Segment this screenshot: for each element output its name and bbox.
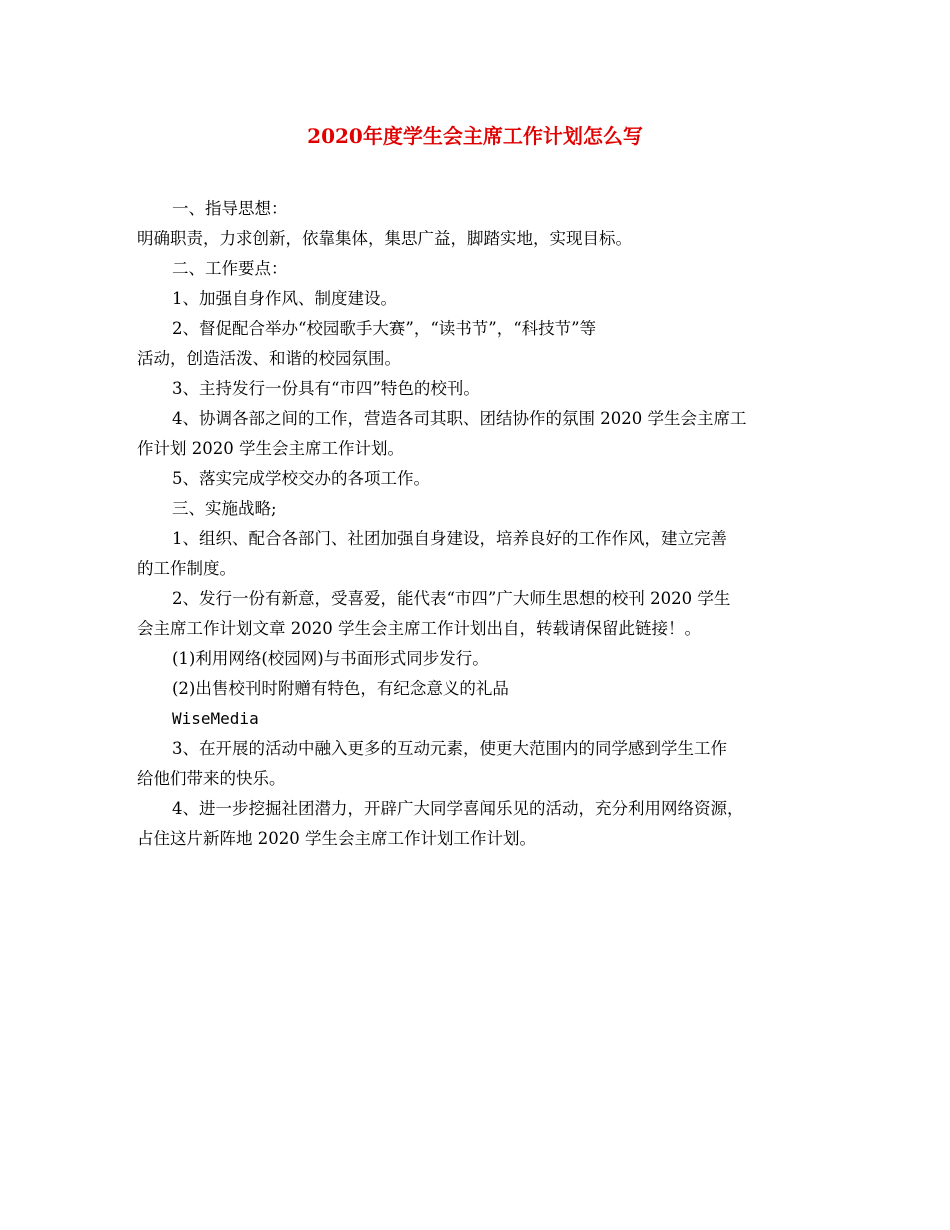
paragraph-point-5 [137,464,827,494]
text-line: 3、在开展的活动中融入更多的互动元素，使更大范围内的同学感到学生工作 [172,739,727,758]
text-line: 5、落实完成学校交办的各项工作。 [172,469,430,488]
paragraph-point-4 [137,404,827,464]
paragraph-strategy-3 [137,734,827,794]
paragraph-strategy-heading [137,494,827,524]
document-title: 2020年度学生会主席工作计划怎么写 [307,124,643,148]
text-line: 一、指导思想： [172,199,288,218]
document-body [137,194,827,854]
paragraph-point-1 [137,284,827,314]
text-line: 活动，创造活泼、和谐的校园氛围。 [137,349,401,368]
paragraph-guiding-text [137,224,827,254]
paragraph-strategy-4 [137,794,827,854]
text-line: 4、协调各部之间的工作，营造各司其职、团结协作的氛围 2020 学生会主席工 [172,409,747,428]
paragraph-wisemedia [137,704,827,734]
text-line: 1、加强自身作风、制度建设。 [172,289,397,308]
text-line: 三、实施战略; [172,499,277,518]
paragraph-guiding-heading [137,194,827,224]
text-line: 3、主持发行一份具有“市四”特色的校刊。 [172,379,480,398]
text-line: 会主席工作计划文章 2020 学生会主席工作计划出自，转载请保留此链接！。 [137,619,701,638]
paragraph-strategy-2-sub-2 [137,674,827,704]
paragraph-strategy-1 [137,524,827,584]
paragraph-point-2 [137,314,827,344]
paragraph-point-2-cont [137,344,827,374]
text-line: 的工作制度。 [137,559,236,578]
text-line: 2、督促配合举办“校园歌手大赛”，“读书节”，“科技节”等 [172,319,597,338]
paragraph-key-points-heading [137,254,827,284]
text-line: (2)出售校刊时附赠有特色，有纪念意义的礼品 [172,679,509,698]
text-line: 作计划 2020 学生会主席工作计划。 [137,439,404,458]
text-line: 4、进一步挖掘社团潜力，开辟广大同学喜闻乐见的活动，充分利用网络资源， [172,799,744,818]
text-line: 2、发行一份有新意，受喜爱，能代表“市四”广大师生思想的校刊 2020 学生 [172,589,731,608]
text-line: 占住这片新阵地 2020 学生会主席工作计划工作计划。 [137,829,536,848]
paragraph-strategy-2-sub-1 [137,644,827,674]
text-line: 明确职责，力求创新，依靠集体，集思广益，脚踏实地，实现目标。 [137,229,632,248]
text-line: WiseMedia [172,709,259,728]
text-line: (1)利用网络(校园网)与书面形式同步发行。 [172,649,489,668]
text-line: 给他们带来的快乐。 [137,769,286,788]
paragraph-point-3 [137,374,827,404]
paragraph-strategy-2 [137,584,827,644]
text-line: 1、组织、配合各部门、社团加强自身建设，培养良好的工作作风，建立完善 [172,529,727,548]
text-line: 二、工作要点： [172,259,288,278]
